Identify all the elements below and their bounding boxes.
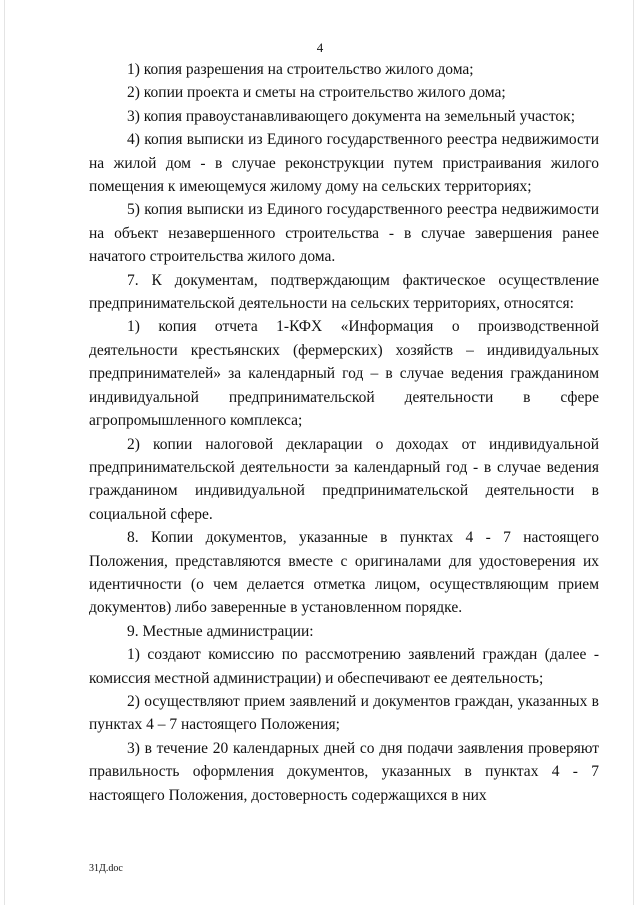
paragraph: 7. К документам, подтверждающим фактическое осуществление предпринимательской деятельности на сельских территориях, относятся: [89,271,599,313]
document-body [89,58,599,807]
paragraph: 1) копия отчета 1-КФХ «Информация о производственной деятельности крестьянских (фермерских) хозяйств – индивидуальных предпринимателей» за календарный год – в случае ведения гражданином индивидуальной предпринимательской деятельности в сфере агропромышленного комплекса; [89,318,599,430]
paragraph: 4) копия выписки из Единого государственного реестра недвижимости на жилой дом - в случае реконструкции путем пристраивания жилого помещения к имеющемуся жилому дому на сельских территориях; [89,131,599,196]
footer-filename: 31Д.doc [89,863,123,874]
page-number: 4 [316,40,324,55]
scan-edge-left [4,0,5,905]
paragraph: 2) копии налоговой декларации о доходах от индивидуальной предпринимательской деятельности за календарный год - в случае ведения гражданином индивидуальной предпринимательской деятельности в социальной сфере. [89,435,599,523]
paragraph: 8. Копии документов, указанные в пунктах 4 - 7 настоящего Положения, представляются вместе с оригиналами для удостоверения их идентичности (о чем делается отметка лицом, осуществляющим прием документов) либо заверенные в установленном порядке. [89,529,599,617]
paragraph: 2) копии проекта и сметы на строительство жилого дома; [127,84,506,102]
paragraph: 1) создают комиссию по рассмотрению заявлений граждан (далее - комиссия местной администрации) и обеспечивают ее деятельность; [89,646,599,687]
scan-edge-right [633,0,634,905]
paragraph: 9. Местные администрации: [127,622,314,640]
paragraph: 3) копия правоустанавливающего документа на земельный участок; [127,107,576,125]
paragraph: 5) копия выписки из Единого государственного реестра недвижимости на объект незавершенного строительства - в случае завершения ранее начатого строительства жилого дома. [89,201,599,266]
paragraph: 3) в течение 20 календарных дней со дня подачи заявления проверяют правильность оформления документов, указанных в пунктах 4 - 7 настоящего Положения, достоверность содержащихся в них [89,739,599,804]
paragraph: 1) копия разрешения на строительство жилого дома; [127,61,474,78]
paragraph: 2) осуществляют прием заявлений и документов граждан, указанных в пунктах 4 – 7 настоящего Положения; [89,692,599,734]
